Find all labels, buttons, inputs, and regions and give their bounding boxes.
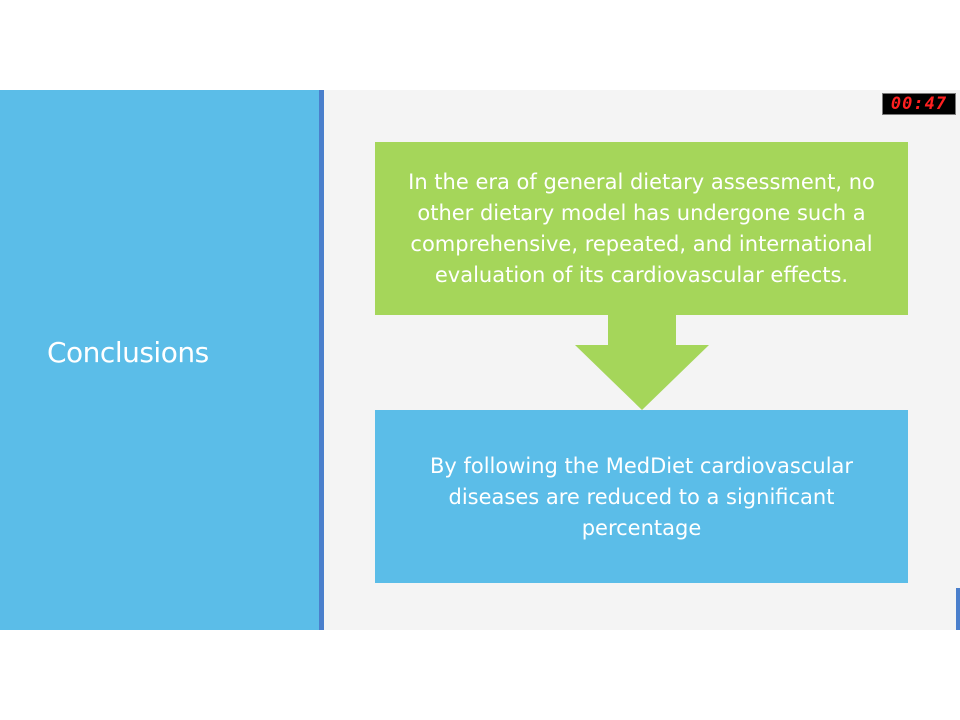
down-arrow-shape [575,315,709,410]
title-panel [0,90,320,630]
down-arrow-icon [575,315,709,410]
statement-text: In the era of general dietary assessment, no other dietary model has undergone such a comprehensive, repeated, and international evaluation of its cardiovascular effects. [408,169,875,287]
edge-accent [956,588,960,630]
conclusion-box [375,410,908,583]
panel-divider [319,90,324,630]
statement-box [375,142,908,315]
countdown-timer [882,93,956,115]
conclusion-text: By following the MedDiet cardiovascular diseases are reduced to a significant percentage [429,454,854,540]
timer-display: 00:47 [890,94,948,114]
slide-title: Conclusions [47,336,209,369]
slide [0,90,960,630]
